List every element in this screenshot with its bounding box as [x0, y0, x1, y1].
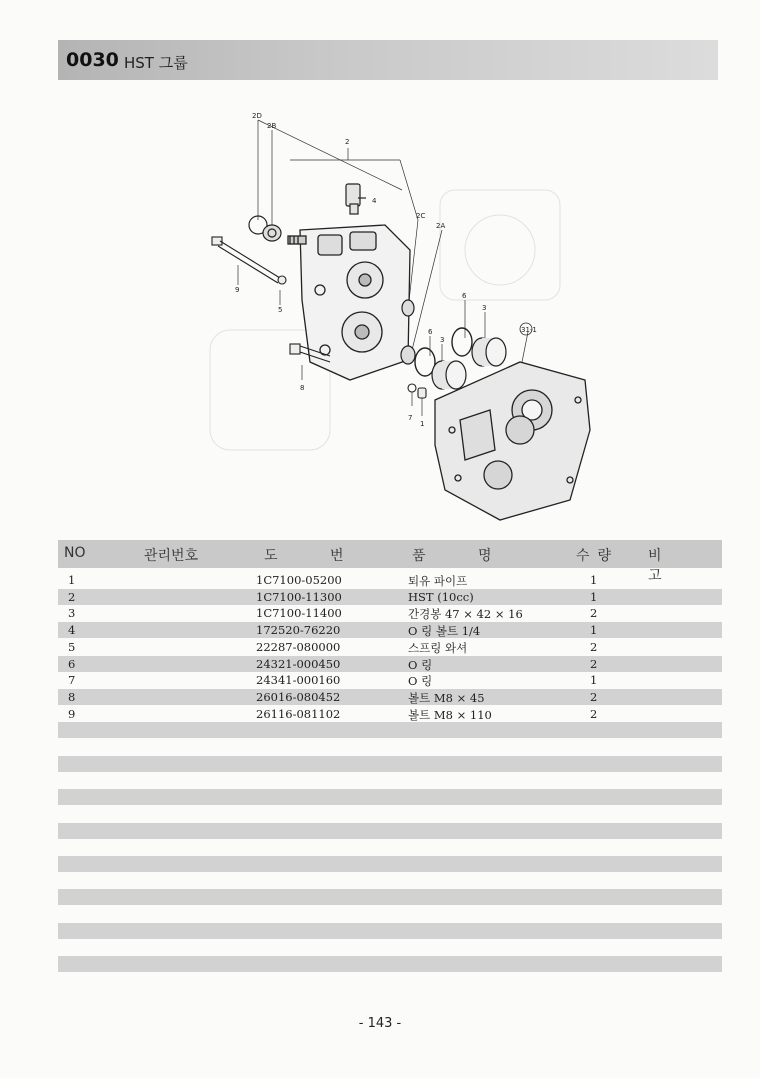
callout-2B: 2B [267, 122, 277, 130]
table-row [58, 622, 722, 638]
cell-qty: 2 [590, 689, 598, 704]
cell-drawing-no: 1C7100-11300 [256, 589, 342, 604]
table-row [58, 756, 722, 772]
cell-no: 7 [68, 673, 76, 688]
callout-9: 9 [235, 286, 240, 294]
table-row [58, 856, 722, 872]
cell-qty: 1 [590, 573, 598, 587]
col-header-part-name: 품 명 [412, 548, 516, 564]
cell-qty: 1 [590, 589, 598, 604]
cell-qty: 2 [590, 606, 598, 621]
cell-qty: 2 [590, 706, 598, 721]
table-row [58, 973, 722, 989]
callout-31-1: 31-1 [521, 326, 537, 334]
callout-7: 7 [408, 414, 413, 422]
cell-drawing-no: 22287-080000 [256, 639, 341, 654]
table-row [58, 656, 722, 672]
cell-drawing-no: 26116-081102 [256, 706, 341, 721]
table-row [58, 689, 722, 705]
section-code: 0030 [66, 49, 119, 71]
col-header-remarks: 비 고 [648, 548, 678, 584]
callout-3: 3 [482, 304, 487, 312]
cell-drawing-no: 172520-76220 [256, 623, 341, 638]
section-title: HST 그룹 [124, 54, 188, 72]
exploded-parts-diagram [190, 100, 610, 530]
table-row [58, 772, 722, 788]
table-row [58, 823, 722, 839]
cell-qty: 1 [590, 673, 598, 688]
cell-qty: 2 [590, 639, 598, 654]
cell-no: 2 [68, 589, 76, 604]
table-row [58, 906, 722, 922]
callout-3-lower: 3 [440, 336, 445, 344]
cell-no: 1 [68, 573, 76, 587]
cell-qty: 1 [590, 623, 598, 638]
table-row [58, 605, 722, 621]
callout-8: 8 [300, 384, 305, 392]
table-row [58, 956, 722, 972]
cell-drawing-no: 24341-000160 [256, 673, 341, 688]
table-row [58, 572, 722, 588]
cell-part-name: O 링 [408, 657, 433, 672]
cell-part-name: 간경봉 47 × 42 × 16 [408, 607, 523, 622]
callout-2C: 2C [416, 212, 426, 220]
cell-no: 4 [68, 623, 76, 638]
cell-part-name: 스프링 와셔 [408, 640, 468, 655]
cell-no: 9 [68, 706, 76, 721]
table-row [58, 923, 722, 939]
page-number: - 143 - [358, 1016, 402, 1031]
callout-6-lower: 6 [428, 328, 433, 336]
cell-drawing-no: 24321-000450 [256, 656, 341, 671]
callout-2: 2 [345, 138, 350, 146]
table-row [58, 789, 722, 805]
callout-6: 6 [462, 292, 467, 300]
cell-part-name: 볼트 M8 × 110 [408, 707, 492, 722]
cell-no: 3 [68, 606, 76, 621]
table-row [58, 639, 722, 655]
cell-part-name: O 링 [408, 674, 433, 689]
table-row [58, 706, 722, 722]
callout-2D: 2D [252, 112, 262, 120]
cell-part-name: 볼트 M8 × 45 [408, 690, 485, 705]
cell-drawing-no: 1C7100-11400 [256, 606, 342, 621]
col-header-mgmt-no: 관리번호 [144, 548, 199, 564]
cell-drawing-no: 26016-080452 [256, 689, 341, 704]
callout-5: 5 [278, 306, 283, 314]
callout-1: 1 [420, 420, 425, 428]
cell-qty: 2 [590, 656, 598, 671]
table-row [58, 722, 722, 738]
table-row [58, 739, 722, 755]
cell-no: 5 [68, 639, 76, 654]
callout-4: 4 [372, 197, 377, 205]
table-row [58, 939, 722, 955]
table-row [58, 806, 722, 822]
table-row [58, 589, 722, 605]
callout-2A: 2A [436, 222, 446, 230]
cell-drawing-no: 1C7100-05200 [256, 573, 342, 587]
table-row [58, 889, 722, 905]
col-header-no: NO [64, 545, 86, 561]
col-header-qty: 수량 [576, 548, 620, 564]
table-row [58, 839, 722, 855]
table-row [58, 873, 722, 889]
cell-part-name: 퇴유 파이프 [408, 574, 468, 588]
col-header-drawing-no: 도 번 [264, 548, 368, 564]
cell-part-name: O 링 볼트 1/4 [408, 624, 481, 639]
cell-part-name: HST (10cc) [408, 589, 474, 604]
cell-no: 6 [68, 656, 76, 671]
cell-no: 8 [68, 689, 76, 704]
table-row [58, 672, 722, 688]
